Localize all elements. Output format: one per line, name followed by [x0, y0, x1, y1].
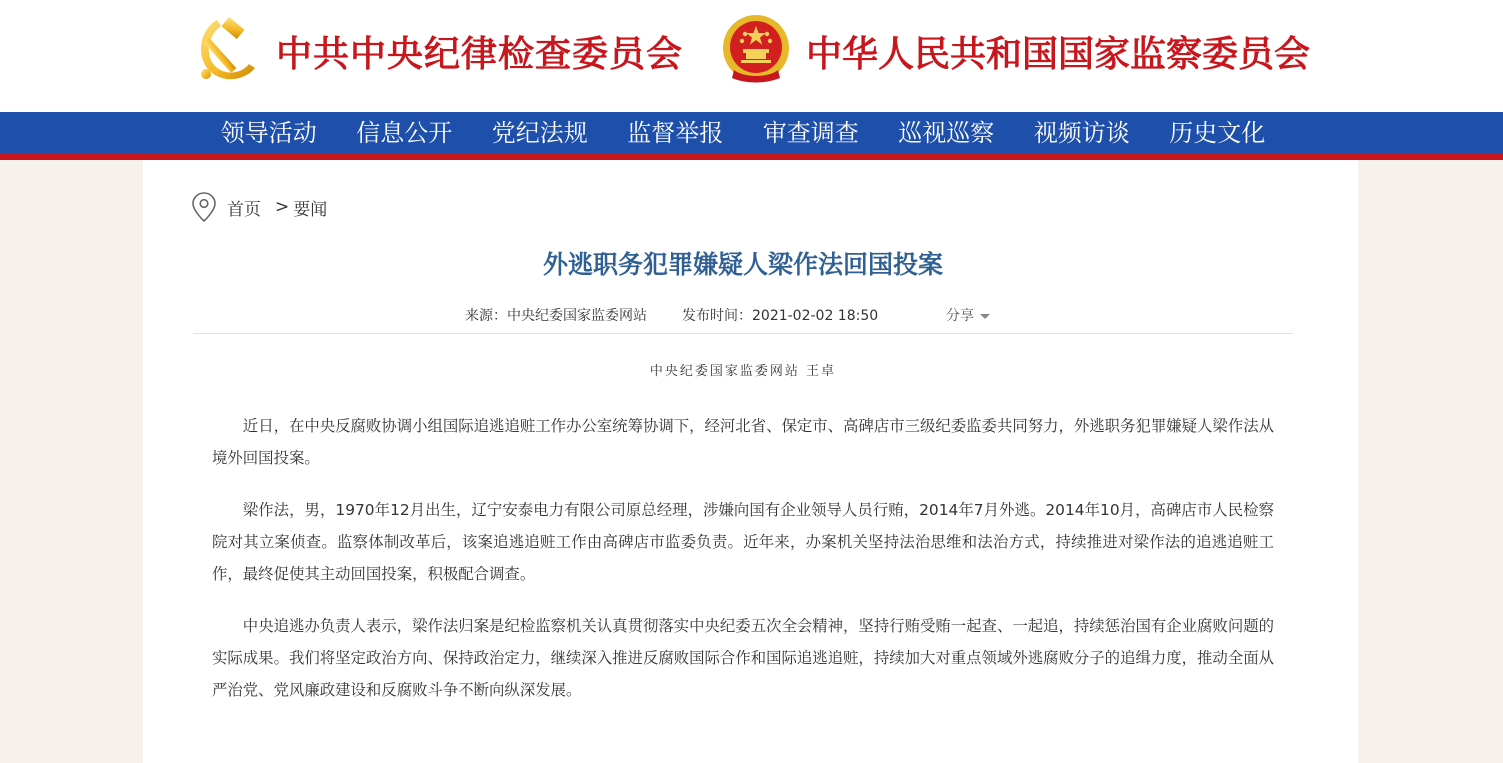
nav-item-inspection[interactable]: 巡视巡察: [898, 119, 995, 147]
hammer-sickle-icon[interactable]: [193, 14, 261, 84]
nav-item-investigation[interactable]: 审查调查: [762, 119, 859, 147]
article-container: [143, 160, 1358, 763]
brand-title-nsc[interactable]: 中华人民共和国国家监察委员会: [806, 33, 1311, 75]
nav-item-report[interactable]: 监督举报: [627, 119, 724, 147]
site-header: [0, 0, 1503, 112]
breadcrumb-separator: >: [275, 197, 290, 217]
article-paragraph: 中央追逃办负责人表示，梁作法归案是纪检监察机关认真贯彻落实中央纪委五次全会精神，坚持行贿受贿一起查、一起追，持续惩治国有企业腐败问题的实际成果。我们将坚定政治方向、保持政治定力，继续深入推进反腐败国际合作和国际追逃追赃，持续加大对重点领域外逃腐败分子的追缉力度，推动全面从严治党、党风廉政建设和反腐败斗争不断向纵深发展。: [212, 617, 1274, 699]
article-paragraph: 梁作法，男，1970年12月出生，辽宁安泰电力有限公司原总经理，涉嫌向国有企业领导人员行贿，2014年7月外逃。2014年10月，高碑店市人民检察院对其立案侦查。监察体制改革后，该案追逃追赃工作由高碑店市监委负责。近年来，办案机关坚持法治思维和法治方式，持续推进对梁作法的追逃追赃工作，最终促使其主动回国投案，积极配合调查。: [212, 501, 1274, 583]
article-paragraph: 近日，在中央反腐败协调小组国际追逃追赃工作办公室统筹协调下，经河北省、保定市、高碑店市三级纪委监委共同努力，外逃职务犯罪嫌疑人梁作法从境外回国投案。: [212, 417, 1274, 467]
share-label: 分享: [946, 308, 974, 324]
article-byline: 中央纪委国家监委网站 王卓: [649, 364, 837, 379]
breadcrumb: [191, 190, 327, 224]
article-title: 外逃职务犯罪嫌疑人梁作法回国投案: [542, 250, 943, 279]
brand-title-cdi[interactable]: 中共中央纪律检查委员会: [276, 33, 684, 75]
national-emblem-icon[interactable]: [720, 12, 792, 86]
article-source: 来源：中央纪委国家监委网站: [465, 308, 647, 324]
nav-item-leadership[interactable]: 领导活动: [220, 119, 317, 147]
chevron-down-icon: [980, 314, 990, 319]
location-pin-icon: [191, 191, 217, 223]
article-body: [212, 410, 1274, 726]
article-publish-time: 发布时间：2021-02-02 18:50: [682, 308, 879, 324]
share-button[interactable]: [946, 305, 990, 325]
nav-item-regulations[interactable]: 党纪法规: [491, 119, 588, 147]
meta-divider: [193, 333, 1293, 334]
nav-item-disclosure[interactable]: 信息公开: [356, 119, 453, 147]
nav-item-video[interactable]: 视频访谈: [1033, 119, 1130, 147]
breadcrumb-current-link[interactable]: 要闻: [293, 199, 328, 220]
main-nav: [0, 112, 1503, 154]
breadcrumb-home-link[interactable]: 首页: [227, 199, 261, 220]
nav-item-history[interactable]: 历史文化: [1169, 119, 1266, 147]
